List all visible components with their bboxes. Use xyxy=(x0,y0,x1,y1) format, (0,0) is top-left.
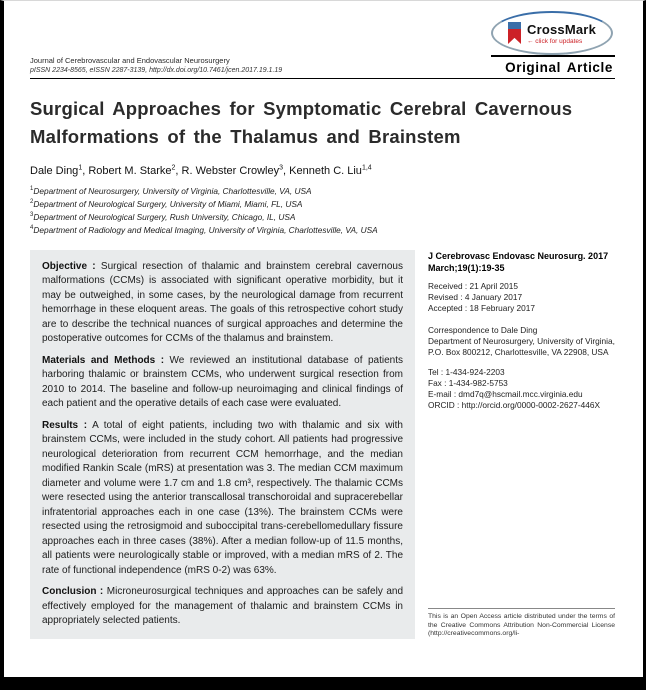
correspondence-block xyxy=(428,325,615,358)
dates-block xyxy=(428,281,615,314)
accepted-line: Accepted : 18 February 2017 xyxy=(428,302,536,313)
affiliation-sup: 1 xyxy=(30,185,34,192)
author-sup: 3 xyxy=(279,164,284,171)
tel-line: Tel : 1-434-924-2203 xyxy=(428,366,505,377)
author-name xyxy=(30,165,88,177)
orcid-line[interactable]: ORCID : http://orcid.org/0000-0002-2627-446X xyxy=(428,399,601,410)
author-sup: 2 xyxy=(171,164,176,171)
authors-line xyxy=(30,164,615,177)
crossmark-text xyxy=(527,22,596,45)
affiliation-sup: 3 xyxy=(30,212,34,219)
abstract-section-objective xyxy=(42,260,403,347)
affiliation-line xyxy=(30,210,615,223)
affiliations-block xyxy=(30,184,615,237)
email-line[interactable]: E-mail : dmd7q@hscmail.mcc.virginia.edu xyxy=(428,388,583,399)
content-columns xyxy=(30,250,615,639)
author-name-text: Dale Ding xyxy=(30,164,79,177)
section-label: Results : xyxy=(42,419,88,431)
affiliation-sup: 2 xyxy=(30,198,34,205)
header xyxy=(30,55,615,79)
abstract-section-results xyxy=(42,419,403,579)
abstract-box xyxy=(30,250,415,639)
paper-page xyxy=(4,1,643,677)
section-text: Microneurosurgical techniques and approaches can be safely and effectively employed for the management of thalamic and brainstem CCMs in appropriately selected patients. xyxy=(42,586,404,627)
author-sup: 1,4 xyxy=(361,164,372,171)
correspondence-heading: Correspondence to Dale Ding xyxy=(428,324,538,335)
paper-title: Surgical Approaches for Symptomatic Cerebral Cavernous Malformations of the Thalamus and Brainstem xyxy=(30,98,573,147)
author-name-text: R. Webster Crowley xyxy=(181,164,280,177)
crossmark-label: CrossMark xyxy=(527,21,596,37)
journal-issn-doi: pISSN 2234-8565, eISSN 2287-3139, http://dx.doi.org/10.7461/jcen.2017.19.1.19 xyxy=(30,66,283,74)
crossmark-bookmark-icon xyxy=(508,22,521,44)
citation-info: J Cerebrovasc Endovasc Neurosurg. 2017 March;19(1):19-35 xyxy=(428,250,609,273)
affiliation-sup: 4 xyxy=(30,225,34,232)
contact-block xyxy=(428,367,615,411)
abstract-section-conclusion xyxy=(42,585,403,629)
section-label: Objective : xyxy=(42,260,96,272)
author-name xyxy=(289,165,372,177)
journal-info xyxy=(30,56,282,75)
affiliation-line xyxy=(30,184,615,197)
fax-line: Fax : 1-434-982-5753 xyxy=(428,377,508,388)
article-type-label: Original Article xyxy=(491,55,615,75)
correspondence-address: Department of Neurosurgery, University of Virginia, P.O. Box 800212, Charlottesville, VA 22908, USA xyxy=(428,335,615,357)
crossmark-badge[interactable] xyxy=(491,11,613,55)
affiliation-line xyxy=(30,197,615,210)
abstract-section-materials-methods xyxy=(42,354,403,412)
section-label: Conclusion : xyxy=(42,586,104,598)
affiliation-text: Department of Neurological Surgery, Rush University, Chicago, IL, USA xyxy=(33,211,296,222)
affiliation-line xyxy=(30,223,615,236)
section-label: Materials and Methods : xyxy=(42,354,165,366)
author-sup: 1 xyxy=(78,164,83,171)
received-line: Received : 21 April 2015 xyxy=(428,280,518,291)
section-text: A total of eight patients, including two with thalamic and six with brainstem CCMs, were included in the study cohort. All patients had progressive neurological deterioration from recurrent CCM hemorrhage, and the median modified Rankin Scale (mRS) at presentation was 3. The median CCM maximum diameter and volume were 1.7 cm and 1.8 cm³, respectively. The thalamic CCMs were resected using the anterior transcallosal transchoroidal and supracerebellar infratentorial approaches each in one case (13%). The brainstem CCMs were resected using the retrosigmoid and suboccipital trans-cerebellomedullary fissure approaches each in three cases (38%). After a median follow-up of 11.5 months, all patients were neurologically stable or improved, with a median mRS of 2. The rate of functional independence (mRS 0-2) was 63%. xyxy=(42,419,403,576)
author-name xyxy=(88,165,181,177)
author-name xyxy=(182,165,290,177)
open-access-note: This is an Open Access article distributed under the terms of the Creative Commons Attribution Non-Commercial License (http://creativecommons.org/li- xyxy=(428,608,615,639)
affiliation-text: Department of Neurological Surgery, University of Miami, Miami, FL, USA xyxy=(33,198,303,209)
affiliation-text: Department of Neurosurgery, University of Virginia, Charlottesville, VA, USA xyxy=(33,185,312,196)
author-name-text: Robert M. Starke xyxy=(88,164,172,177)
journal-name: Journal of Cerebrovascular and Endovascular Neurosurgery xyxy=(30,56,230,65)
author-name-text: Kenneth C. Liu xyxy=(289,164,362,177)
section-text: Surgical resection of thalamic and brainstem cerebral cavernous malformations (CCMs) is associated with significant operative morbidity, but it may be outweighed, in some cases, by the neurological damage from recurrent hemorrhage in these eloquent areas. The goals of this retrospective cohort study are to describe the technical nuances of surgical approaches and determine the postoperative outcomes for CCMs of the thalamus and brainstem. xyxy=(42,260,403,345)
section-text: We reviewed an institutional database of patients harboring thalamic or brainstem CCMs, who underwent surgical resection from 2010 to 2014. The baseline and follow-up neuroimaging and clinical findings of each patient and the operative details of each case were evaluated. xyxy=(42,354,403,410)
article-info-sidebar xyxy=(428,250,615,639)
revised-line: Revised : 4 January 2017 xyxy=(428,291,523,302)
affiliation-text: Department of Radiology and Medical Imaging, University of Virginia, Charlottesville, VA, USA xyxy=(33,225,378,236)
crossmark-updates-label[interactable]: ← click for updates xyxy=(527,37,583,45)
